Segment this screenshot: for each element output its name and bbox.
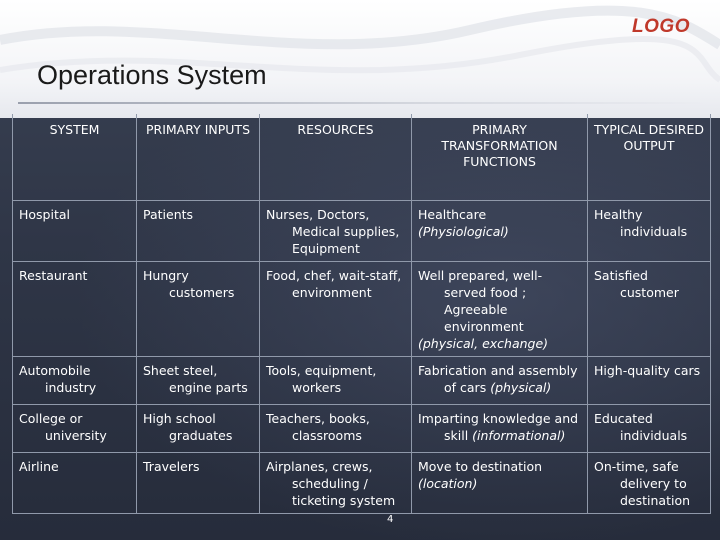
header-transformation-functions: PRIMARY TRANSFORMATION FUNCTIONS xyxy=(412,114,588,200)
transformation-note: (physical, exchange) xyxy=(418,335,549,351)
cell-output: On-time, safe delivery to destination xyxy=(588,452,711,513)
cell-transformation: Well prepared, well-served food ; Agreeable environment (physical, exchange) xyxy=(412,261,588,356)
table-header-row xyxy=(13,114,711,200)
cell-inputs: Patients xyxy=(137,200,260,261)
header-swirl-decoration xyxy=(0,0,720,118)
cell-resources: Nurses, Doctors, Medical supplies, Equipment xyxy=(260,200,412,261)
cell-transformation: Move to destination (location) xyxy=(412,452,588,513)
slide-header xyxy=(0,0,720,118)
cell-resources: Airplanes, crews, scheduling / ticketing system xyxy=(260,452,412,513)
cell-resources: Food, chef, wait-staff, environment xyxy=(260,261,412,356)
cell-output: Healthy individuals xyxy=(588,200,711,261)
cell-inputs: Sheet steel, engine parts xyxy=(137,356,260,404)
cell-output: Satisfied customer xyxy=(588,261,711,356)
table-row xyxy=(13,200,711,261)
transformation-note: (informational) xyxy=(472,427,566,443)
page-title: Operations System xyxy=(37,60,267,90)
transformation-note: (physical) xyxy=(490,379,552,395)
title-divider xyxy=(18,102,708,104)
header-primary-inputs: PRIMARY INPUTS xyxy=(137,114,260,200)
transformation-note: (location) xyxy=(418,475,478,491)
cell-transformation: Healthcare (Physiological) xyxy=(412,200,588,261)
cell-transformation: Fabrication and assembly of cars (physical) xyxy=(412,356,588,404)
cell-system: Restaurant xyxy=(13,261,137,356)
table-row xyxy=(13,356,711,404)
slide-number: 4 xyxy=(387,514,394,525)
cell-system: Airline xyxy=(13,452,137,513)
logo: LOGO xyxy=(632,16,690,37)
cell-system: College or university xyxy=(13,404,137,452)
operations-table xyxy=(12,114,711,514)
table-row xyxy=(13,452,711,513)
header-resources: RESOURCES xyxy=(260,114,412,200)
cell-resources: Teachers, books, classrooms xyxy=(260,404,412,452)
cell-output: High-quality cars xyxy=(588,356,711,404)
table-row xyxy=(13,404,711,452)
cell-inputs: Travelers xyxy=(137,452,260,513)
cell-inputs: Hungry customers xyxy=(137,261,260,356)
transformation-note: (Physiological) xyxy=(418,223,509,239)
header-system: SYSTEM xyxy=(13,114,137,200)
cell-system: Hospital xyxy=(13,200,137,261)
cell-system: Automobile industry xyxy=(13,356,137,404)
table-row xyxy=(13,261,711,356)
cell-resources: Tools, equipment, workers xyxy=(260,356,412,404)
cell-inputs: High school graduates xyxy=(137,404,260,452)
header-desired-output: TYPICAL DESIRED OUTPUT xyxy=(588,114,711,200)
cell-transformation: Imparting knowledge and skill (informational) xyxy=(412,404,588,452)
cell-output: Educated individuals xyxy=(588,404,711,452)
